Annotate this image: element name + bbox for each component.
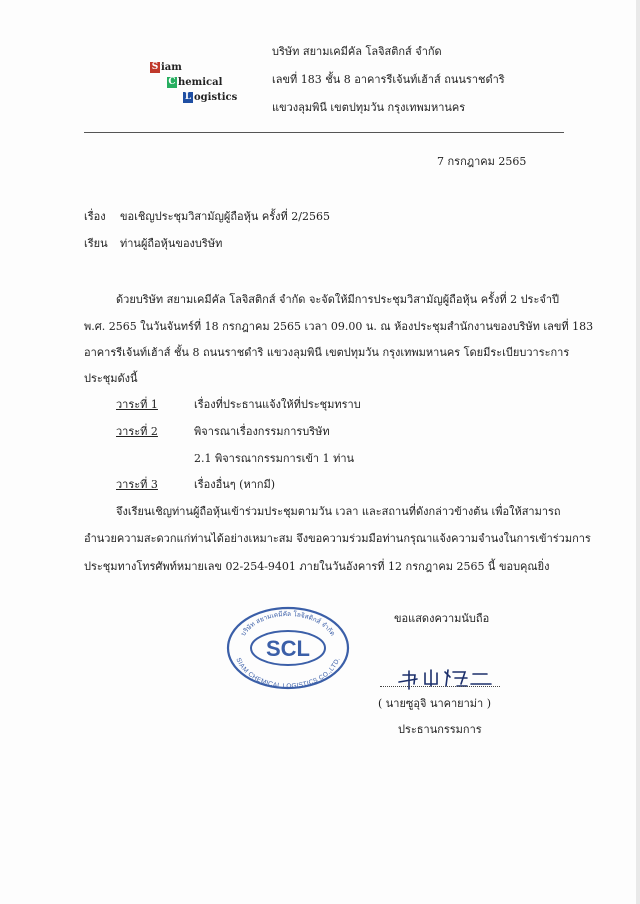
agenda-text: พิจารณาเรื่องกรรมการบริษัท bbox=[194, 425, 330, 438]
header-address-line: แขวงลุมพินี เขตปทุมวัน กรุงเทพมหานคร bbox=[272, 101, 466, 114]
header-divider bbox=[84, 132, 564, 133]
header-company-name: บริษัท สยามเคมีคัล โลจิสติกส์ จำกัด bbox=[272, 45, 442, 58]
agenda-text: เรื่องที่ประธานแจ้งให้ที่ประชุมทราบ bbox=[194, 398, 361, 411]
logo-word-siam: iam bbox=[161, 61, 182, 73]
logo-letter-c: C bbox=[168, 76, 176, 87]
agenda-label: วาระที่ 1 bbox=[116, 398, 158, 411]
agenda-label: วาระที่ 3 bbox=[116, 478, 158, 491]
recipient-text: ท่านผู้ถือหุ้นของบริษัท bbox=[120, 237, 223, 250]
letter-date: 7 กรกฎาคม 2565 bbox=[437, 155, 527, 168]
body-line: อำนวยความสะดวกแก่ท่านได้อย่างเหมาะสม จึงขอความร่วมมือท่านกรุณาแจ้งความจำนงในการเข้าร่วมการ bbox=[84, 532, 591, 545]
seal-top-text: บริษัท สยามเคมีคัล โลจิสติกส์ จำกัด bbox=[239, 609, 337, 638]
seal-center-text: SCL bbox=[266, 636, 310, 661]
recipient-label: เรียน bbox=[84, 237, 108, 250]
agenda-text: เรื่องอื่นๆ (หากมี) bbox=[194, 478, 276, 491]
closing-text: ขอแสดงความนับถือ bbox=[394, 612, 490, 625]
body-line: ประชุมทางโทรศัพท์หมายเลข 02-254-9401 ภายในวันอังคารที่ 12 กรกฎาคม 2565 นี้ ขอบคุณยิ่ง bbox=[84, 560, 550, 573]
logo-letter-s: S bbox=[151, 61, 159, 72]
company-logo bbox=[150, 60, 240, 106]
body-line: ด้วยบริษัท สยามเคมีคัล โลจิสติกส์ จำกัด จะจัดให้มีการประชุมวิสามัญผู้ถือหุ้น ครั้งที่ 2 ประจำปี bbox=[116, 293, 559, 306]
signer-title: ประธานกรรมการ bbox=[398, 723, 482, 736]
logo-word-logistics: ogistics bbox=[194, 91, 238, 103]
company-seal bbox=[225, 606, 351, 690]
agenda-label: วาระที่ 2 bbox=[116, 425, 158, 438]
body-line: อาคารรีเจ้นท์เฮ้าส์ ชั้น 8 ถนนราชดำริ แขวงลุมพินี เขตปทุมวัน กรุงเทพมหานคร โดยมีระเบียบวาระการ bbox=[84, 346, 570, 359]
body-line: พ.ศ. 2565 ในวันจันทร์ที่ 18 กรกฎาคม 2565 เวลา 09.00 น. ณ ห้องประชุมสำนักงานของบริษัท เลขที่ 183 bbox=[84, 320, 594, 333]
subject-label: เรื่อง bbox=[84, 210, 106, 223]
body-line: จึงเรียนเชิญท่านผู้ถือหุ้นเข้าร่วมประชุมตามวัน เวลา และสถานที่ดังกล่าวข้างต้น เพื่อให้สามารถ bbox=[116, 505, 561, 518]
signature-line bbox=[380, 686, 500, 688]
page-edge bbox=[636, 0, 640, 904]
body-line: ประชุมดังนี้ bbox=[84, 372, 138, 385]
subject-text: ขอเชิญประชุมวิสามัญผู้ถือหุ้น ครั้งที่ 2/2565 bbox=[120, 210, 330, 223]
header-address-line: เลขที่ 183 ชั้น 8 อาคารรีเจ้นท์เฮ้าส์ ถนนราชดำริ bbox=[272, 73, 505, 86]
seal-bottom-text: SIAM CHEMICAL LOGISTICS CO.,LTD. bbox=[234, 656, 342, 690]
logo-word-chemical: hemical bbox=[178, 76, 223, 88]
signer-name: ( นายซูอุจิ นาคายาม่า ) bbox=[378, 697, 492, 710]
agenda-subitem: 2.1 พิจารณากรรมการเข้า 1 ท่าน bbox=[194, 452, 355, 465]
logo-letter-l: L bbox=[184, 91, 192, 102]
